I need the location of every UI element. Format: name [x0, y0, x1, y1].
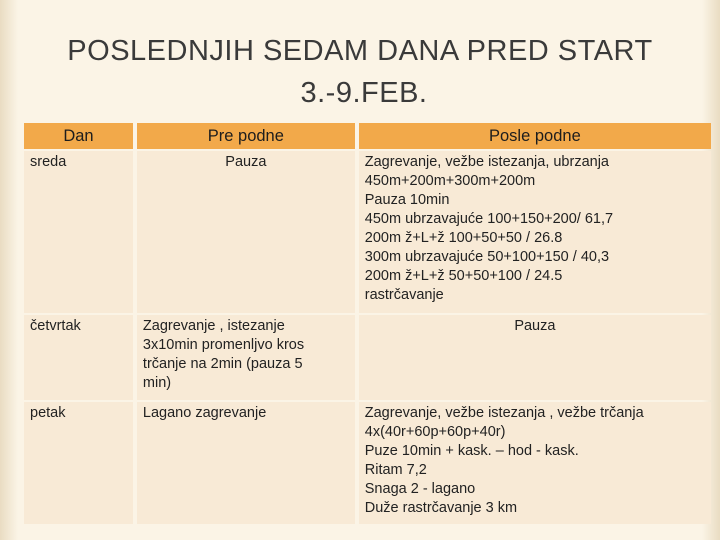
afternoon-line: Pauza 10min: [364, 192, 450, 208]
morning-line: Lagano zagrevanje: [142, 405, 267, 421]
day-cell: četvrtak: [24, 315, 133, 400]
table-row: [24, 315, 711, 400]
table-row: [24, 402, 711, 524]
afternoon-line: Zagrevanje, vežbe istezanja , vežbe trčanja: [364, 405, 644, 421]
morning-line: trčanje na 2min (pauza 5: [142, 356, 303, 372]
afternoon-line: Puze 10min + kask. – hod - kask.: [364, 443, 579, 459]
afternoon-cell: [359, 315, 711, 400]
afternoon-cell: [359, 402, 711, 524]
day-cell: petak: [24, 402, 133, 524]
afternoon-line: Snaga 2 - lagano: [364, 481, 476, 497]
morning-cell: [137, 151, 355, 313]
afternoon-line: 200m ž+L+ž 50+50+100 / 24.5: [364, 268, 563, 284]
morning-line: Pauza: [225, 154, 267, 170]
afternoon-line: Ritam 7,2: [364, 462, 427, 478]
title-line-2: 3.-9.FEB.: [300, 77, 428, 109]
afternoon-line: 200m ž+L+ž 100+50+50 / 26.8: [364, 230, 563, 246]
header-morning: Pre podne: [137, 123, 355, 149]
afternoon-line: 450m+200m+300m+200m: [364, 173, 536, 189]
afternoon-line: rastrčavanje: [364, 287, 444, 303]
slide-title: [0, 30, 720, 114]
afternoon-line: 300m ubrzavajuće 50+100+150 / 40,3: [364, 249, 610, 265]
day-cell: sreda: [24, 151, 133, 313]
afternoon-line: Duže rastrčavanje 3 km: [364, 500, 518, 516]
table-row: [24, 151, 711, 313]
afternoon-line: Pauza: [514, 318, 556, 334]
morning-line: min): [142, 375, 172, 391]
title-line-1: POSLEDNJIH SEDAM DANA PRED START: [67, 35, 653, 67]
header-afternoon: Posle podne: [359, 123, 711, 149]
afternoon-cell: [359, 151, 711, 313]
afternoon-line: Zagrevanje, vežbe istezanja, ubrzanja: [364, 154, 609, 170]
afternoon-line: 4x(40r+60p+60p+40r): [364, 424, 506, 440]
morning-line: 3x10min promenljvo kros: [142, 337, 305, 353]
afternoon-line: 450m ubrzavajuće 100+150+200/ 61,7: [364, 211, 614, 227]
morning-line: Zagrevanje , istezanje: [142, 318, 285, 334]
training-schedule-table: [20, 121, 715, 526]
table-header-row: [24, 123, 711, 149]
morning-cell: [137, 402, 355, 524]
morning-cell: [137, 315, 355, 400]
header-day: Dan: [24, 123, 133, 149]
